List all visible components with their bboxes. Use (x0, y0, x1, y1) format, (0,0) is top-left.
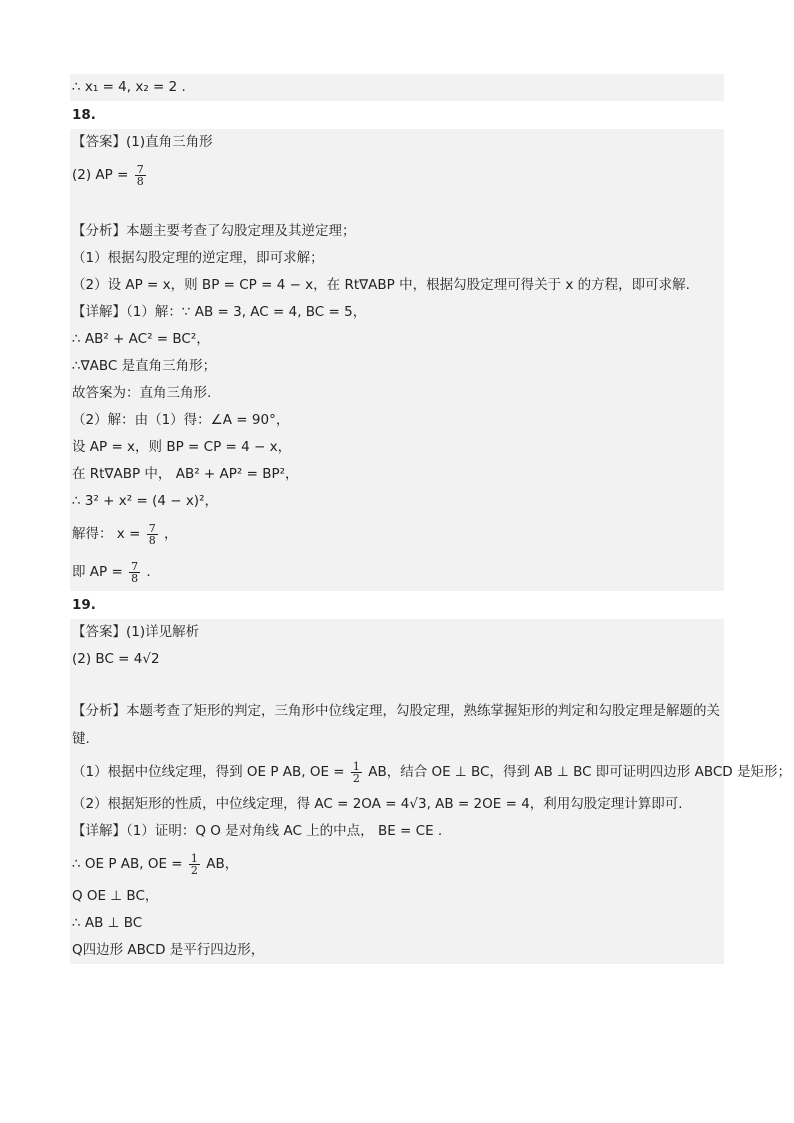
detail-line: Q四边形 ABCD 是平行四边形， (70, 937, 724, 964)
detail-line: Q OE ⊥ BC， (70, 883, 724, 910)
analysis-text: AB，结合 OE ⊥ BC，得到 AB ⊥ BC 即可证明四边形 ABCD 是矩形； (368, 764, 791, 780)
detail-line: ∴ AB² + AC² = BC²， (70, 326, 724, 353)
question-number: 18. (70, 101, 724, 129)
detail-line: 【详解】（1）证明：Q O 是对角线 AC 上的中点， BE = CE . (70, 818, 724, 845)
fraction-numerator: 1 (352, 759, 360, 773)
detail-line: 设 AP = x，则 BP = CP = 4 − x， (70, 434, 724, 461)
blank-gap (70, 673, 724, 697)
fraction-numerator: 1 (190, 851, 198, 865)
detail-text: ∴ OE P AB, OE = (72, 856, 183, 872)
fraction-denominator: 8 (136, 174, 144, 188)
detail-line: 在 Rt∇ABP 中， AB² + AP² = BP²， (70, 461, 724, 488)
punctuation: ， (163, 526, 178, 542)
analysis-line: （2）根据矩形的性质，中位线定理，得 AC = 2OA = 4√3, AB = 2OE = 4，利用勾股定理计算即可. (70, 791, 724, 818)
result-text: 即 AP = (72, 564, 123, 580)
text-line: ∴ x₁ = 4, x₂ = 2 . (70, 74, 724, 101)
answer-line (70, 156, 724, 194)
fraction (351, 761, 362, 784)
analysis-line: （2）设 AP = x，则 BP = CP = 4 − x，在 Rt∇ABP 中，根据勾股定理可得关于 x 的方程，即可求解. (70, 272, 724, 299)
answer-line: 【答案】(1)直角三角形 (70, 129, 724, 156)
fraction-denominator: 2 (190, 863, 198, 877)
detail-line (70, 845, 724, 883)
fraction (135, 164, 146, 187)
question-number: 19. (70, 591, 724, 619)
fraction-denominator: 8 (131, 571, 139, 585)
detail-line: 【详解】（1）解：∵ AB = 3, AC = 4, BC = 5， (70, 299, 724, 326)
analysis-line: 【分析】本题主要考查了勾股定理及其逆定理； (70, 218, 724, 245)
fraction (189, 853, 200, 876)
fraction-numerator: 7 (131, 559, 139, 573)
fraction-numerator: 7 (136, 162, 144, 176)
detail-line: 故答案为：直角三角形. (70, 380, 724, 407)
fraction (129, 561, 140, 584)
fraction-denominator: 2 (352, 771, 360, 785)
fraction-denominator: 8 (148, 533, 156, 547)
detail-line: ∴∇ABC 是直角三角形； (70, 353, 724, 380)
answer-line: 【答案】(1)详见解析 (70, 619, 724, 646)
analysis-line (70, 753, 791, 791)
detail-text: AB， (206, 856, 239, 872)
solve-text: 解得： x = (72, 526, 141, 542)
detail-line (70, 515, 724, 553)
punctuation: . (146, 564, 151, 580)
blank-gap (70, 194, 724, 218)
detail-line: ∴ 3² + x² = (4 − x)²， (70, 488, 724, 515)
detail-line: （2）解：由（1）得：∠A = 90°， (70, 407, 724, 434)
analysis-line: 【分析】本题考查了矩形的判定，三角形中位线定理，勾股定理，熟练掌握矩形的判定和勾股定理是解题的关键. (70, 697, 724, 753)
document-page (70, 74, 791, 964)
detail-line (70, 553, 724, 591)
detail-line: ∴ AB ⊥ BC (70, 910, 724, 937)
answer-part: (2) AP = (72, 167, 129, 183)
fraction (147, 523, 158, 546)
fraction-numerator: 7 (148, 521, 156, 535)
analysis-text: （1）根据中位线定理，得到 OE P AB, OE = (72, 764, 345, 780)
analysis-line: （1）根据勾股定理的逆定理，即可求解； (70, 245, 724, 272)
answer-line: (2) BC = 4√2 (70, 646, 724, 673)
